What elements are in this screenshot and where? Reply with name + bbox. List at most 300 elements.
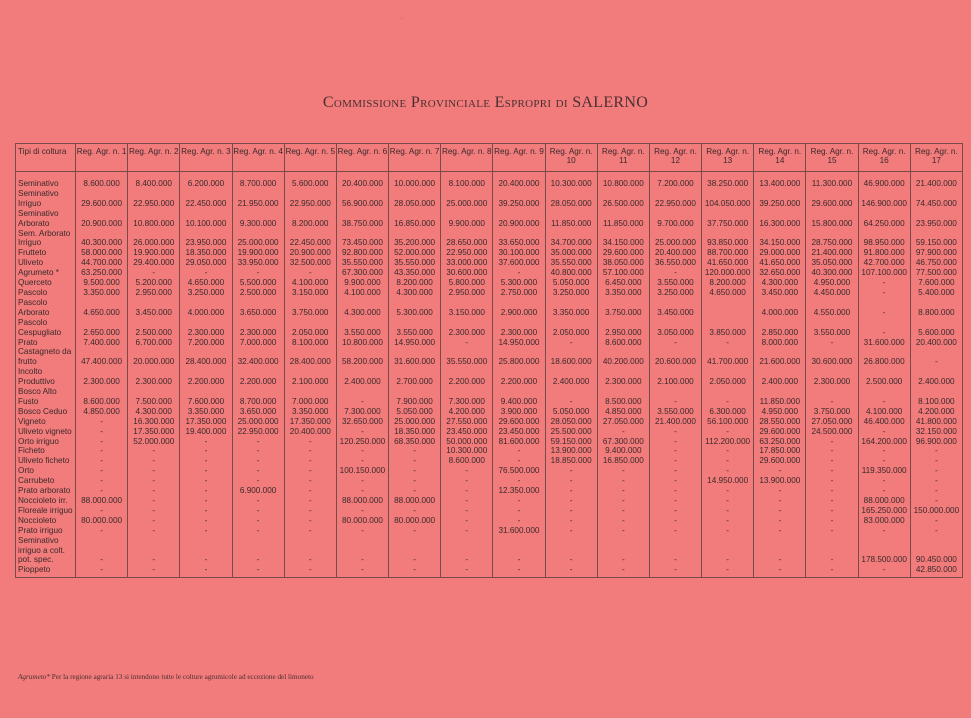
value-cell: - xyxy=(128,496,180,506)
value-cell: 4.650.000 xyxy=(180,278,232,288)
value-cell: - xyxy=(232,526,284,536)
value-cell: 3.550.000 xyxy=(389,318,441,338)
value-cell: - xyxy=(545,516,597,526)
value-cell: - xyxy=(284,506,336,516)
value-cell: 21.950.000 xyxy=(232,189,284,209)
table-row xyxy=(16,278,963,288)
value-cell: 58.000.000 xyxy=(76,248,128,258)
value-cell: 7.900.000 xyxy=(389,387,441,407)
row-label: Querceto xyxy=(16,278,76,288)
value-cell: - xyxy=(180,456,232,466)
value-cell: - xyxy=(702,536,754,566)
value-cell: - xyxy=(545,526,597,536)
value-cell: - xyxy=(910,496,962,506)
value-cell: - xyxy=(441,496,493,506)
column-header-region-15: Reg. Agr. n. 15 xyxy=(806,144,858,172)
row-label: Uliveto vigneto xyxy=(16,427,76,437)
value-cell: - xyxy=(128,486,180,496)
value-cell: 11.850.000 xyxy=(545,209,597,229)
value-cell: 23.950.000 xyxy=(180,229,232,249)
value-cell: 28.400.000 xyxy=(180,347,232,367)
value-cell: - xyxy=(858,288,910,298)
value-cell: 3.550.000 xyxy=(649,278,701,288)
value-cell: 35.000.000 xyxy=(545,248,597,258)
value-cell: 8.600.000 xyxy=(441,456,493,466)
value-cell: 28.650.000 xyxy=(441,229,493,249)
value-cell: - xyxy=(910,456,962,466)
value-cell: - xyxy=(649,338,701,348)
value-cell: - xyxy=(806,476,858,486)
value-cell: - xyxy=(232,536,284,566)
value-cell: 39.250.000 xyxy=(493,189,545,209)
row-label: Uliveto ficheto xyxy=(16,456,76,466)
value-cell: - xyxy=(128,516,180,526)
value-cell: - xyxy=(649,496,701,506)
row-label: Sem. Arborato Irriguo xyxy=(16,229,76,249)
value-cell: - xyxy=(232,496,284,506)
value-cell: - xyxy=(702,338,754,348)
value-cell: - xyxy=(702,506,754,516)
value-cell: - xyxy=(284,268,336,278)
column-header-region-14: Reg. Agr. n. 14 xyxy=(754,144,806,172)
value-cell: 38.750.000 xyxy=(336,209,388,229)
value-cell: 29.600.000 xyxy=(754,427,806,437)
value-cell: 8.100.000 xyxy=(284,338,336,348)
value-cell: 20.400.000 xyxy=(336,172,388,189)
value-cell xyxy=(702,298,754,318)
value-cell: 2.400.000 xyxy=(754,367,806,387)
value-cell: - xyxy=(545,338,597,348)
value-cell: 3.350.000 xyxy=(284,407,336,417)
value-cell: - xyxy=(806,506,858,516)
value-cell: 27.550.000 xyxy=(441,417,493,427)
value-cell: 4.200.000 xyxy=(910,407,962,417)
value-cell: 107.100.000 xyxy=(858,268,910,278)
value-cell: 52.000.000 xyxy=(389,248,441,258)
value-cell: - xyxy=(702,466,754,476)
table-row xyxy=(16,466,963,476)
value-cell: 35.550.000 xyxy=(545,258,597,268)
value-cell: 42.700.000 xyxy=(858,258,910,268)
value-cell: 46.900.000 xyxy=(858,172,910,189)
value-cell: - xyxy=(76,437,128,447)
value-cell: - xyxy=(336,506,388,516)
value-cell: 32.400.000 xyxy=(232,347,284,367)
column-header-region-8: Reg. Agr. n. 8 xyxy=(441,144,493,172)
table-row xyxy=(16,536,963,566)
value-cell: - xyxy=(858,427,910,437)
row-label: Pascolo xyxy=(16,288,76,298)
table-row xyxy=(16,298,963,318)
value-cell: 59.150.000 xyxy=(545,437,597,447)
value-cell: - xyxy=(76,526,128,536)
value-cell: 40.300.000 xyxy=(806,268,858,278)
value-cell: - xyxy=(806,456,858,466)
value-cell: 28.050.000 xyxy=(545,189,597,209)
value-cell: 63.250.000 xyxy=(76,268,128,278)
column-header-region-5: Reg. Agr. n. 5 xyxy=(284,144,336,172)
value-cell: - xyxy=(76,427,128,437)
value-cell: 6.200.000 xyxy=(180,172,232,189)
value-cell: 32.650.000 xyxy=(336,417,388,427)
value-cell: 5.600.000 xyxy=(910,318,962,338)
value-cell: 35.550.000 xyxy=(336,258,388,268)
row-label: Prato xyxy=(16,338,76,348)
value-cell: 77.500.000 xyxy=(910,268,962,278)
value-cell: 2.500.000 xyxy=(232,288,284,298)
value-cell: 32.500.000 xyxy=(284,258,336,268)
value-cell: - xyxy=(180,526,232,536)
value-cell: - xyxy=(76,486,128,496)
value-cell: 25.800.000 xyxy=(493,347,545,367)
value-cell: 67.300.000 xyxy=(336,268,388,278)
value-cell: - xyxy=(180,476,232,486)
value-cell: 2.700.000 xyxy=(389,367,441,387)
value-cell: 4.100.000 xyxy=(336,288,388,298)
value-cell: - xyxy=(649,476,701,486)
value-cell: - xyxy=(284,526,336,536)
value-cell: 20.900.000 xyxy=(76,209,128,229)
value-cell: - xyxy=(493,536,545,566)
value-cell: 18.350.000 xyxy=(389,427,441,437)
value-cell: 57.100.000 xyxy=(597,268,649,278)
value-cell: - xyxy=(389,565,441,577)
value-cell: - xyxy=(597,516,649,526)
value-cell: 32.150.000 xyxy=(910,427,962,437)
value-cell: - xyxy=(858,318,910,338)
value-cell: 19.400.000 xyxy=(180,427,232,437)
value-cell: - xyxy=(128,476,180,486)
value-cell: - xyxy=(649,387,701,407)
table-row xyxy=(16,338,963,348)
value-cell: 4.000.000 xyxy=(754,298,806,318)
value-cell: 31.600.000 xyxy=(858,338,910,348)
value-cell: 41.650.000 xyxy=(754,258,806,268)
value-cell: - xyxy=(858,456,910,466)
value-cell: - xyxy=(76,476,128,486)
value-cell: 4.300.000 xyxy=(128,407,180,417)
value-cell: - xyxy=(649,526,701,536)
value-cell: - xyxy=(806,387,858,407)
value-cell: 20.900.000 xyxy=(284,248,336,258)
value-cell: - xyxy=(336,526,388,536)
value-cell: - xyxy=(128,466,180,476)
value-cell: 4.450.000 xyxy=(806,288,858,298)
value-cell: 5.800.000 xyxy=(441,278,493,288)
table-row xyxy=(16,367,963,387)
value-cell: 20.900.000 xyxy=(493,209,545,229)
value-cell: - xyxy=(232,437,284,447)
value-cell: - xyxy=(232,506,284,516)
value-cell: 8.200.000 xyxy=(389,278,441,288)
value-cell: 9.300.000 xyxy=(232,209,284,229)
value-cell: - xyxy=(754,466,806,476)
value-cell: 3.350.000 xyxy=(76,288,128,298)
value-cell: - xyxy=(284,446,336,456)
value-cell: 18.600.000 xyxy=(545,347,597,367)
value-cell: 8.500.000 xyxy=(597,387,649,407)
value-cell: 14.950.000 xyxy=(702,476,754,486)
value-cell: - xyxy=(441,536,493,566)
table-row xyxy=(16,456,963,466)
value-cell: 2.200.000 xyxy=(180,367,232,387)
value-cell: - xyxy=(649,446,701,456)
value-cell: 10.300.000 xyxy=(545,172,597,189)
value-cell: 2.050.000 xyxy=(284,318,336,338)
value-cell: 2.300.000 xyxy=(76,367,128,387)
value-cell: 7.400.000 xyxy=(76,338,128,348)
value-cell: - xyxy=(128,506,180,516)
value-cell: 26.500.000 xyxy=(597,189,649,209)
value-cell: 34.700.000 xyxy=(545,229,597,249)
value-cell: 36.550.000 xyxy=(649,258,701,268)
value-cell: 3.450.000 xyxy=(649,298,701,318)
value-cell: - xyxy=(597,486,649,496)
value-cell: 13.900.000 xyxy=(545,446,597,456)
value-cell: 4.300.000 xyxy=(754,278,806,288)
value-cell: 8.700.000 xyxy=(232,172,284,189)
row-label: Pascolo Arborato xyxy=(16,298,76,318)
value-cell: - xyxy=(858,446,910,456)
value-cell: - xyxy=(76,456,128,466)
value-cell: 4.100.000 xyxy=(284,278,336,288)
value-cell: - xyxy=(336,387,388,407)
table-row xyxy=(16,516,963,526)
value-cell: 40.800.000 xyxy=(545,268,597,278)
value-cell: 4.650.000 xyxy=(702,288,754,298)
value-cell: 8.600.000 xyxy=(76,387,128,407)
value-cell: 19.900.000 xyxy=(232,248,284,258)
value-cell: - xyxy=(702,387,754,407)
value-cell: 100.150.000 xyxy=(336,466,388,476)
column-header-region-1: Reg. Agr. n. 1 xyxy=(76,144,128,172)
value-cell: 2.950.000 xyxy=(128,288,180,298)
value-cell: 73.450.000 xyxy=(336,229,388,249)
value-cell: 16.850.000 xyxy=(597,456,649,466)
value-cell: 2.750.000 xyxy=(493,288,545,298)
value-cell: 20.400.000 xyxy=(493,172,545,189)
value-cell: 5.300.000 xyxy=(389,298,441,318)
value-cell: 25.500.000 xyxy=(545,427,597,437)
value-cell: 22.950.000 xyxy=(128,189,180,209)
value-cell: - xyxy=(76,506,128,516)
value-cell: 2.050.000 xyxy=(545,318,597,338)
column-header-coltura: Tipi di coltura xyxy=(16,144,76,172)
value-cell: 20.000.000 xyxy=(128,347,180,367)
value-cell: 164.200.000 xyxy=(858,437,910,447)
value-cell: 4.950.000 xyxy=(754,407,806,417)
value-cell: 7.600.000 xyxy=(180,387,232,407)
value-cell: - xyxy=(649,565,701,577)
value-cell: - xyxy=(597,536,649,566)
value-cell: - xyxy=(597,466,649,476)
value-cell: - xyxy=(441,476,493,486)
value-cell: - xyxy=(545,476,597,486)
value-cell: 25.000.000 xyxy=(232,417,284,427)
value-cell: 88.000.000 xyxy=(76,496,128,506)
table-row xyxy=(16,437,963,447)
value-cell: 76.500.000 xyxy=(493,466,545,476)
value-cell: 35.050.000 xyxy=(806,258,858,268)
value-cell: - xyxy=(806,526,858,536)
value-cell: 11.300.000 xyxy=(806,172,858,189)
value-cell: - xyxy=(754,536,806,566)
row-label: Incolto Produttivo xyxy=(16,367,76,387)
value-cell: - xyxy=(493,268,545,278)
value-cell: - xyxy=(128,268,180,278)
value-cell: - xyxy=(389,476,441,486)
value-cell: 2.300.000 xyxy=(806,367,858,387)
value-cell: 7.200.000 xyxy=(180,338,232,348)
table-row xyxy=(16,258,963,268)
row-label: Pioppeto xyxy=(16,565,76,577)
value-cell: 120.000.000 xyxy=(702,268,754,278)
value-cell: 165.250.000 xyxy=(858,506,910,516)
value-cell: 29.600.000 xyxy=(597,248,649,258)
value-cell: 4.000.000 xyxy=(180,298,232,318)
value-cell: - xyxy=(180,536,232,566)
value-cell: 32.650.000 xyxy=(754,268,806,278)
value-cell: 2.100.000 xyxy=(649,367,701,387)
value-cell: 4.300.000 xyxy=(336,298,388,318)
page-title: Commissione Provinciale Espropri di SALERNO xyxy=(322,94,649,111)
value-cell: 88.000.000 xyxy=(336,496,388,506)
value-cell: - xyxy=(910,466,962,476)
value-cell: - xyxy=(180,565,232,577)
value-cell: 22.950.000 xyxy=(232,427,284,437)
value-cell: 80.000.000 xyxy=(389,516,441,526)
value-cell: - xyxy=(754,496,806,506)
value-cell: 2.500.000 xyxy=(858,367,910,387)
value-cell: 4.100.000 xyxy=(858,407,910,417)
value-cell: 2.300.000 xyxy=(128,367,180,387)
value-cell: - xyxy=(232,476,284,486)
table-row xyxy=(16,172,963,189)
table-row xyxy=(16,318,963,338)
row-label: Seminativo Arborato xyxy=(16,209,76,229)
value-cell: 6.300.000 xyxy=(702,407,754,417)
value-cell: 120.250.000 xyxy=(336,437,388,447)
value-cell: 63.250.000 xyxy=(754,437,806,447)
value-cell: - xyxy=(493,565,545,577)
value-cell: 28.550.000 xyxy=(754,417,806,427)
value-cell: - xyxy=(493,476,545,486)
row-label: Prato irriguo xyxy=(16,526,76,536)
value-cell: 41.800.000 xyxy=(910,417,962,427)
value-cell: 9.900.000 xyxy=(441,209,493,229)
value-cell: 2.300.000 xyxy=(180,318,232,338)
footnote-text: Per la regione agraria 13 si intendono tutte le colture agrumicole ad eccezione del limoneto xyxy=(51,673,314,681)
value-cell: 29.000.000 xyxy=(754,248,806,258)
value-cell: - xyxy=(284,476,336,486)
value-cell: 3.650.000 xyxy=(232,407,284,417)
value-cell: - xyxy=(806,466,858,476)
value-cell: - xyxy=(232,268,284,278)
row-label: Vigneto xyxy=(16,417,76,427)
value-cell: 40.300.000 xyxy=(76,229,128,249)
value-cell: 3.550.000 xyxy=(336,318,388,338)
value-cell: 38.050.000 xyxy=(597,258,649,268)
value-cell: 80.000.000 xyxy=(76,516,128,526)
value-cell: 7.300.000 xyxy=(441,387,493,407)
value-cell: 2.950.000 xyxy=(597,318,649,338)
value-cell: 33.950.000 xyxy=(232,258,284,268)
value-cell: - xyxy=(754,506,806,516)
value-cell: - xyxy=(754,516,806,526)
value-cell: 29.050.000 xyxy=(180,258,232,268)
value-cell: 8.200.000 xyxy=(284,209,336,229)
value-cell: - xyxy=(76,466,128,476)
table-row xyxy=(16,248,963,258)
value-cell: - xyxy=(910,526,962,536)
value-cell: 2.200.000 xyxy=(441,367,493,387)
value-cell: 22.950.000 xyxy=(284,189,336,209)
value-cell: 35.550.000 xyxy=(441,347,493,367)
value-cell: - xyxy=(389,486,441,496)
value-cell: - xyxy=(336,427,388,437)
value-cell: 42.850.000 xyxy=(910,565,962,577)
value-cell: 33.000.000 xyxy=(441,258,493,268)
value-cell: 26.000.000 xyxy=(128,229,180,249)
value-cell: 5.050.000 xyxy=(545,407,597,417)
value-cell: - xyxy=(702,496,754,506)
value-cell: - xyxy=(858,298,910,318)
value-cell: 16.300.000 xyxy=(128,417,180,427)
value-cell: - xyxy=(597,496,649,506)
value-cell: 104.050.000 xyxy=(702,189,754,209)
table-row xyxy=(16,387,963,407)
value-cell: 119.350.000 xyxy=(858,466,910,476)
value-cell: - xyxy=(441,338,493,348)
column-header-region-4: Reg. Agr. n. 4 xyxy=(232,144,284,172)
value-cell: 3.750.000 xyxy=(284,298,336,318)
value-cell: 8.600.000 xyxy=(597,338,649,348)
row-label: Prato arborato xyxy=(16,486,76,496)
value-cell: - xyxy=(180,446,232,456)
value-cell: 3.550.000 xyxy=(649,407,701,417)
value-cell: 3.250.000 xyxy=(545,288,597,298)
value-cell: - xyxy=(806,536,858,566)
value-cell: 25.000.000 xyxy=(232,229,284,249)
value-cell: - xyxy=(702,446,754,456)
value-cell: 3.150.000 xyxy=(284,288,336,298)
value-cell: - xyxy=(493,446,545,456)
value-cell: 10.800.000 xyxy=(336,338,388,348)
value-cell: - xyxy=(389,466,441,476)
value-cell: - xyxy=(284,437,336,447)
value-cell: - xyxy=(754,486,806,496)
value-cell: - xyxy=(858,387,910,407)
value-cell: 64.250.000 xyxy=(858,209,910,229)
value-cell: 10.100.000 xyxy=(180,209,232,229)
value-cell: 13.400.000 xyxy=(754,172,806,189)
value-cell: 92.800.000 xyxy=(336,248,388,258)
value-cell: 3.050.000 xyxy=(649,318,701,338)
value-cell: 8.400.000 xyxy=(128,172,180,189)
value-cell: - xyxy=(806,486,858,496)
value-cell: - xyxy=(284,565,336,577)
value-cell: 2.300.000 xyxy=(232,318,284,338)
value-cell: 37.750.000 xyxy=(702,209,754,229)
value-cell: - xyxy=(545,536,597,566)
value-cell: 35.550.000 xyxy=(389,258,441,268)
value-cell: 28.750.000 xyxy=(806,229,858,249)
value-cell: 67.300.000 xyxy=(597,437,649,447)
value-cell: - xyxy=(128,526,180,536)
value-cell: 88.700.000 xyxy=(702,248,754,258)
value-cell: 2.300.000 xyxy=(441,318,493,338)
value-cell: 22.450.000 xyxy=(180,189,232,209)
